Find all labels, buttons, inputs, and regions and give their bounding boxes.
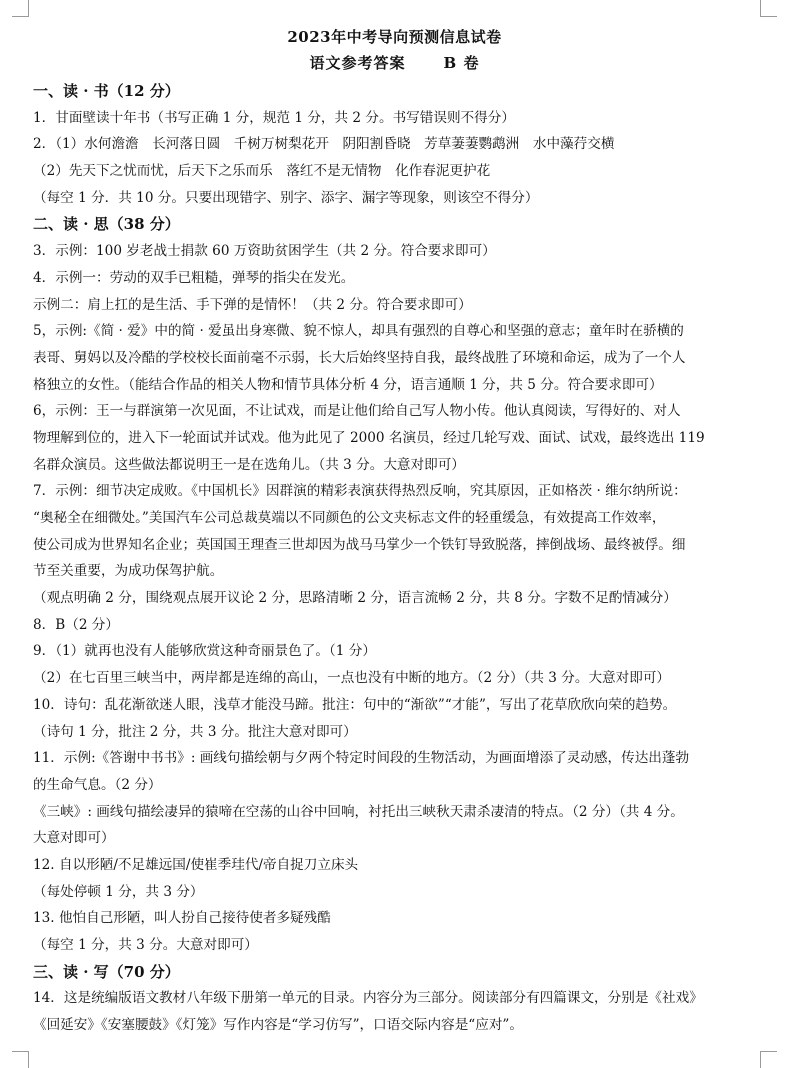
answer-line: 12. 自以形陋/不足雄远国/使崔季珪代/帝自捉刀立床头	[33, 856, 359, 873]
answer-line: 节至关重要，为成功保驾护航。	[33, 563, 224, 580]
answer-line: 6，示例：王一与群演第一次见面，不让试戏，而是让他们给自己写人物小传。他认真阅读，写得好的、对人	[33, 403, 681, 420]
answer-line: “奥秘全在细微处。”美国汽车公司总裁莫端以不同颜色的公文夹标志文件的轻重缓急，有效提高工作效率，	[33, 510, 666, 526]
answer-line: 8．B（2 分）	[33, 616, 119, 633]
document-title: 2023年中考导向预测信息试卷	[287, 28, 502, 46]
answer-line: （观点明确 2 分，围绕观点展开议论 2 分，思路清晰 2 分，语言流畅 2 分，共 8 分。字数不足酌情减分）	[33, 590, 677, 607]
answer-line: 使公司成为世界知名企业；英国国王理查三世却因为战马马掌少一个铁钉导致脱落，摔倒战场、最终被俘。细	[33, 536, 686, 553]
answer-line: 《三峡》: 画线句描绘凄异的猿啼在空荡的山谷中回响，衬托出三峡秋天肃杀凄清的特点。（2 分）（共 4 分。	[33, 803, 684, 820]
answer-line: 物理解到位的，进入下一轮面试并试戏。他为此见了 2000 名演员，经过几轮写戏、面试、试戏，最终选出 119	[33, 429, 705, 446]
answer-line: 表哥、舅妈以及冷酷的学校校长面前毫不示弱，长大后始终坚持自我，最终战胜了环境和命运，成为了一个人	[33, 349, 686, 366]
section-heading: 二、读 · 思（38 分）	[33, 215, 180, 234]
answer-line: （2）在七百里三峡当中，两岸都是连绵的高山，一点也没有中断的地方。（2 分）（共 3 分。大意对即可）	[33, 670, 671, 687]
crop-mark-top-right	[760, 0, 777, 17]
answer-line: 格独立的女性。（能结合作品的相关人物和情节具体分析 4 分，语言通顺 1 分，共 5 分。符合要求即可）	[33, 376, 663, 393]
answer-line: 3．示例：100 岁老战士捐款 60 万资助贫困学生（共 2 分。符合要求即可）	[33, 243, 496, 260]
answer-content	[33, 78, 757, 1039]
crop-mark-top-left	[12, 0, 29, 17]
answer-line: 示例二：肩上扛的是生活、手下弹的是情怀！（共 2 分。符合要求即可）	[33, 296, 472, 313]
answer-line: 13. 他怕自己形陋，叫人扮自己接待使者多疑残酷	[33, 910, 331, 927]
version-label: B 卷	[443, 54, 480, 72]
answer-line: 9．（1）就再也没有人能够欣赏这种奇丽景色了。（1 分）	[33, 643, 376, 660]
answer-line: 14．这是统编版语文教材八年级下册第一单元的目录。内容分为三部分。阅读部分有四篇课文，分别是《社戏》	[33, 990, 703, 1007]
answer-line: 11．示例:《答谢中书书》: 画线句描绘朝与夕两个特定时间段的生物活动，为画面增添了灵动感，传达出蓬勃	[33, 750, 690, 767]
answer-line: （每空 1 分，共 3 分。大意对即可）	[33, 937, 258, 953]
answer-line: （每处停顿 1 分，共 3 分）	[33, 883, 204, 900]
answer-line: 10．诗句：乱花渐欲迷人眼，浅草才能没马蹄。批注：句中的“渐欲”“才能”，写出了花草欣欣向荣的趋势。	[33, 696, 677, 713]
answer-line: 大意对即可）	[33, 830, 115, 847]
answer-line: 1．甘面壁读十年书（书写正确 1 分，规范 1 分，共 2 分。书写错误则不得分）	[33, 109, 515, 126]
document-subtitle	[0, 52, 789, 73]
crop-mark-bottom-left	[12, 1051, 29, 1068]
answer-line: 7．示例：细节决定成败。《中国机长》因群演的精彩表演获得热烈反响，究其原因，正如格茨 · 维尔纳所说：	[33, 483, 687, 500]
answer-line: 名群众演员。这些做法都说明王一是在选角儿。（共 3 分。大意对即可）	[33, 456, 465, 473]
answer-line: 2．（1）水何澹澹 长河落日圆 千树万树梨花开 阴阳割昏晓 芳草萋萋鹦鹉洲 水中藻荇交横	[33, 136, 615, 153]
answer-line: 的生命气息。（2 分）	[33, 776, 162, 793]
section-heading: 一、读 · 书（12 分）	[33, 82, 180, 100]
section-heading: 三、读 · 写（70 分）	[33, 962, 180, 981]
answer-line: 5，示例:《简 · 爱》中的简 · 爱虽出身寒微、貌不惊人，却具有强烈的自尊心和坚强的意志；童年时在骄横的	[33, 323, 684, 340]
answer-line: （2）先天下之忧而忧，后天下之乐而乐 落红不是无情物 化作春泥更护花	[33, 163, 491, 180]
answer-line: （每空 1 分．共 10 分。只要出现错字、别字、添字、漏字等现象，则该空不得分）	[33, 189, 539, 206]
subtitle-text: 语文参考答案	[309, 54, 406, 72]
answer-line: 4．示例一：劳动的双手已粗糙，弹琴的指尖在发光。	[33, 269, 355, 286]
answer-line: （诗句 1 分，批注 2 分，共 3 分。批注大意对即可）	[33, 723, 357, 740]
crop-mark-bottom-right	[760, 1051, 777, 1068]
answer-line: 《回延安》《安塞腰鼓》《灯笼》写作内容是“学习仿写”，口语交际内容是“应对”。	[33, 1017, 523, 1034]
